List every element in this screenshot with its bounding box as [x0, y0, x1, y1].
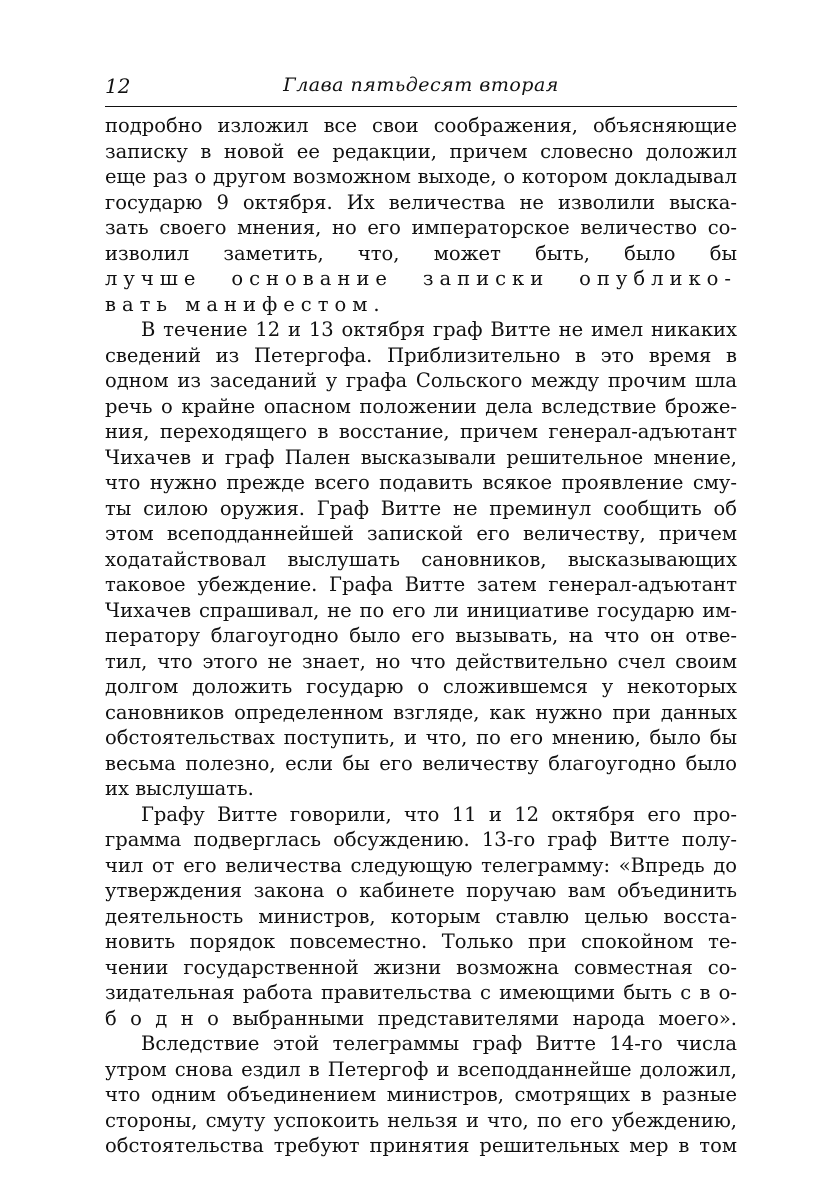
- text-line: ния, переходящего в восстание, причем генерал-адъютант: [105, 420, 737, 443]
- text-line: подробно изложил все свои соображения, объясняющие: [105, 114, 737, 137]
- text-line: одном из заседаний у графа Сольского между прочим шла: [105, 369, 737, 392]
- text-line: обстоятельства требуют принятия решительных мер в том: [105, 1134, 737, 1157]
- text-line: речь о крайне опасном положении дела вследствие броже-: [105, 394, 737, 418]
- text-line: государю 9 октября. Их величества не изволили выска-: [105, 190, 737, 214]
- text-line: Чихачев спрашивал, не по его ли инициативе государю им-: [105, 598, 737, 622]
- text-line: их выслушать.: [105, 777, 254, 800]
- text-line-spaced: лучше основание записки опублико-: [105, 267, 737, 290]
- text-line: новить порядок повсеместно. Только при спокойном те-: [105, 930, 737, 953]
- text-line: что нужно прежде всего подавить всякое проявление сму-: [105, 471, 737, 494]
- text-line: тил, что этого не знает, но что действительно счел своим: [105, 649, 737, 673]
- text-line: что одним объединением министров, смотрящих в разные: [105, 1083, 737, 1106]
- text-line: ператору благоугодно было его вызывать, на что он отве-: [105, 624, 737, 647]
- page-number: 12: [105, 74, 131, 98]
- text-line: весьма полезно, если бы его величеству благоугодно было: [105, 751, 737, 775]
- text-line: еще раз о другом возможном выходе, о котором докладывал: [105, 165, 737, 188]
- paragraph-start-line: Вследствие этой телеграммы граф Витте 14-го числа: [141, 1032, 737, 1055]
- paragraph-start-line: Графу Витте говорили, что 11 и 12 октября его про-: [141, 802, 737, 826]
- chapter-title: Глава пятьдесят вторая: [283, 74, 559, 96]
- text-line: чил от его величества следующую телеграмму: «Впредь до: [105, 853, 737, 877]
- text-line: ты силою оружия. Граф Витте не преминул сообщить об: [105, 496, 737, 520]
- text-line-spaced: вать манифестом.: [105, 292, 386, 316]
- text-line: утром снова ездил в Петергоф и всеподданнейше доложил,: [105, 1057, 737, 1081]
- text-line: зать своего мнения, но его императорское величество со-: [105, 216, 737, 239]
- text-line: стороны, смуту успокоить нельзя и что, по его убеждению,: [105, 1108, 737, 1132]
- text-line: ходатайствовал выслушать сановников, высказывающих: [105, 547, 737, 571]
- text-line: обстоятельствах поступить, и что, по его мнению, было бы: [105, 726, 737, 749]
- text-line: Чихачев и граф Пален высказывали решительное мнение,: [105, 445, 737, 469]
- text-line: зидательная работа правительства с имеющими быть с в о-: [105, 981, 737, 1004]
- text-line: долгом доложить государю о сложившемся у некоторых: [105, 675, 737, 698]
- text-line: грамма подверглась обсуждению. 13-го граф Витте полу-: [105, 828, 737, 851]
- text-line: б о д н о выбранными представителями народа моего».: [105, 1006, 737, 1030]
- text-line: чении государственной жизни возможна совместная со-: [105, 955, 737, 979]
- text-line: сановников определенном взгляде, как нужно при данных: [105, 700, 737, 724]
- text-line-spaced: изволил заметить, что, может быть, было бы: [105, 241, 737, 265]
- text-line: таковое убеждение. Графа Витте затем генерал-адъютант: [105, 573, 737, 596]
- text-line: записку в новой ее редакции, причем словесно доложил: [105, 139, 737, 163]
- book-page: [105, 72, 737, 1159]
- text-line: утверждения закона о кабинете поручаю вам объединить: [105, 879, 737, 902]
- text-line: деятельность министров, которым ставлю целью восста-: [105, 904, 737, 928]
- text-line: этом всеподданнейшей запиской его величеству, причем: [105, 522, 737, 545]
- text-line: сведений из Петергофа. Приблизительно в это время в: [105, 343, 737, 367]
- running-header: [105, 72, 737, 107]
- body-text: [105, 113, 737, 1159]
- paragraph-start-line: В течение 12 и 13 октября граф Витте не имел никаких: [141, 318, 737, 341]
